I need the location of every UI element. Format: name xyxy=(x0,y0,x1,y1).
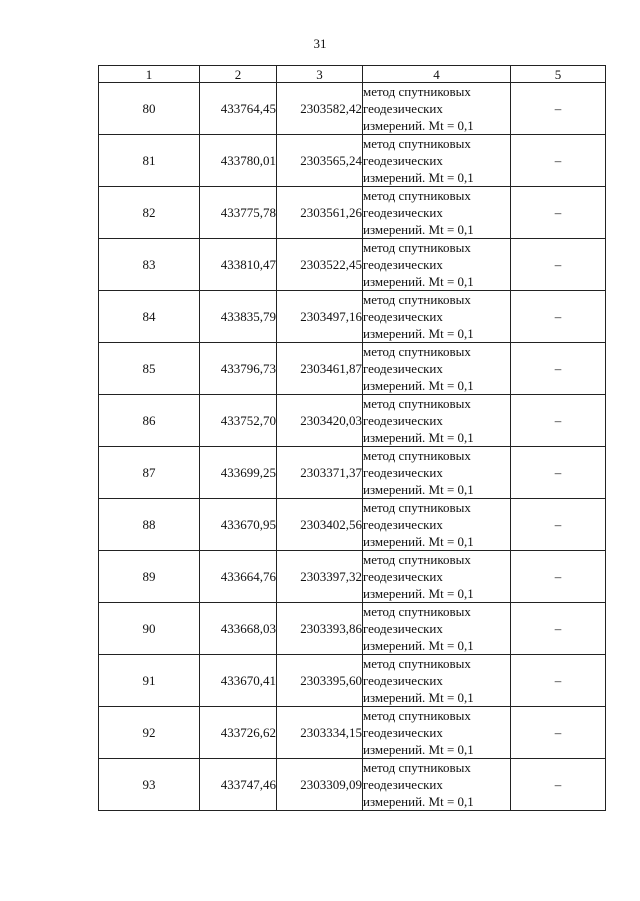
header-row xyxy=(99,66,606,83)
method-line: геодезических xyxy=(363,361,443,376)
table-row xyxy=(99,239,606,291)
point-number-cell: 82 xyxy=(99,187,200,239)
method-line: метод спутниковых xyxy=(363,656,471,671)
x-coordinate-cell: 433668,03 xyxy=(200,603,277,655)
note-cell: – xyxy=(511,655,606,707)
method-line: измерений. Mt = 0,1 xyxy=(363,118,474,133)
table-row xyxy=(99,499,606,551)
point-number-cell: 88 xyxy=(99,499,200,551)
method-line: метод спутниковых xyxy=(363,396,471,411)
method-line: геодезических xyxy=(363,413,443,428)
y-coordinate-cell: 2303582,42 xyxy=(277,83,363,135)
y-coordinate-cell: 2303461,87 xyxy=(277,343,363,395)
table-row xyxy=(99,707,606,759)
method-cell xyxy=(363,551,511,603)
table-row xyxy=(99,603,606,655)
method-line: геодезических xyxy=(363,257,443,272)
table-row xyxy=(99,343,606,395)
method-line: метод спутниковых xyxy=(363,760,471,775)
note-cell: – xyxy=(511,291,606,343)
point-number-cell: 84 xyxy=(99,291,200,343)
x-coordinate-cell: 433752,70 xyxy=(200,395,277,447)
method-line: геодезических xyxy=(363,777,443,792)
x-coordinate-cell: 433780,01 xyxy=(200,135,277,187)
point-number-cell: 93 xyxy=(99,759,200,811)
x-coordinate-cell: 433670,41 xyxy=(200,655,277,707)
point-number-cell: 86 xyxy=(99,395,200,447)
y-coordinate-cell: 2303393,86 xyxy=(277,603,363,655)
note-cell: – xyxy=(511,707,606,759)
method-line: измерений. Mt = 0,1 xyxy=(363,170,474,185)
method-line: геодезических xyxy=(363,517,443,532)
y-coordinate-cell: 2303395,60 xyxy=(277,655,363,707)
method-line: измерений. Mt = 0,1 xyxy=(363,274,474,289)
method-line: метод спутниковых xyxy=(363,240,471,255)
method-cell xyxy=(363,83,511,135)
method-line: измерений. Mt = 0,1 xyxy=(363,794,474,809)
note-cell: – xyxy=(511,447,606,499)
y-coordinate-cell: 2303334,15 xyxy=(277,707,363,759)
point-number-cell: 81 xyxy=(99,135,200,187)
note-cell: – xyxy=(511,759,606,811)
table-row xyxy=(99,135,606,187)
note-cell: – xyxy=(511,395,606,447)
method-line: метод спутниковых xyxy=(363,604,471,619)
method-line: метод спутниковых xyxy=(363,188,471,203)
method-line: геодезических xyxy=(363,673,443,688)
y-coordinate-cell: 2303402,56 xyxy=(277,499,363,551)
method-line: метод спутниковых xyxy=(363,552,471,567)
note-cell: – xyxy=(511,83,606,135)
method-cell xyxy=(363,759,511,811)
method-line: метод спутниковых xyxy=(363,292,471,307)
y-coordinate-cell: 2303561,26 xyxy=(277,187,363,239)
y-coordinate-cell: 2303309,09 xyxy=(277,759,363,811)
y-coordinate-cell: 2303497,16 xyxy=(277,291,363,343)
method-line: геодезических xyxy=(363,621,443,636)
method-cell xyxy=(363,395,511,447)
table-row xyxy=(99,187,606,239)
table-row xyxy=(99,447,606,499)
method-line: измерений. Mt = 0,1 xyxy=(363,534,474,549)
note-cell: – xyxy=(511,187,606,239)
note-cell: – xyxy=(511,499,606,551)
method-line: измерений. Mt = 0,1 xyxy=(363,638,474,653)
method-cell xyxy=(363,187,511,239)
y-coordinate-cell: 2303371,37 xyxy=(277,447,363,499)
method-line: измерений. Mt = 0,1 xyxy=(363,586,474,601)
x-coordinate-cell: 433810,47 xyxy=(200,239,277,291)
method-line: метод спутниковых xyxy=(363,136,471,151)
point-number-cell: 89 xyxy=(99,551,200,603)
x-coordinate-cell: 433726,62 xyxy=(200,707,277,759)
table-row xyxy=(99,291,606,343)
method-cell xyxy=(363,707,511,759)
method-line: измерений. Mt = 0,1 xyxy=(363,690,474,705)
x-coordinate-cell: 433670,95 xyxy=(200,499,277,551)
method-line: геодезических xyxy=(363,725,443,740)
method-line: метод спутниковых xyxy=(363,448,471,463)
x-coordinate-cell: 433775,78 xyxy=(200,187,277,239)
y-coordinate-cell: 2303522,45 xyxy=(277,239,363,291)
note-cell: – xyxy=(511,135,606,187)
method-line: метод спутниковых xyxy=(363,500,471,515)
table-row xyxy=(99,655,606,707)
table-body xyxy=(99,83,606,811)
method-line: измерений. Mt = 0,1 xyxy=(363,430,474,445)
y-coordinate-cell: 2303565,24 xyxy=(277,135,363,187)
point-number-cell: 92 xyxy=(99,707,200,759)
column-header-5: 5 xyxy=(511,66,606,83)
note-cell: – xyxy=(511,343,606,395)
point-number-cell: 85 xyxy=(99,343,200,395)
method-cell xyxy=(363,655,511,707)
method-line: измерений. Mt = 0,1 xyxy=(363,222,474,237)
column-header-3: 3 xyxy=(277,66,363,83)
x-coordinate-cell: 433699,25 xyxy=(200,447,277,499)
method-line: геодезических xyxy=(363,569,443,584)
method-line: геодезических xyxy=(363,205,443,220)
method-line: измерений. Mt = 0,1 xyxy=(363,378,474,393)
method-cell xyxy=(363,135,511,187)
x-coordinate-cell: 433747,46 xyxy=(200,759,277,811)
method-line: метод спутниковых xyxy=(363,344,471,359)
table-header xyxy=(99,66,606,83)
method-cell xyxy=(363,499,511,551)
table-row xyxy=(99,395,606,447)
method-cell xyxy=(363,603,511,655)
table-row xyxy=(99,551,606,603)
method-line: геодезических xyxy=(363,309,443,324)
column-header-4: 4 xyxy=(363,66,511,83)
column-header-1: 1 xyxy=(99,66,200,83)
method-line: геодезических xyxy=(363,465,443,480)
y-coordinate-cell: 2303397,32 xyxy=(277,551,363,603)
method-cell xyxy=(363,291,511,343)
method-line: измерений. Mt = 0,1 xyxy=(363,482,474,497)
x-coordinate-cell: 433835,79 xyxy=(200,291,277,343)
x-coordinate-cell: 433664,76 xyxy=(200,551,277,603)
note-cell: – xyxy=(511,239,606,291)
method-cell xyxy=(363,343,511,395)
point-number-cell: 90 xyxy=(99,603,200,655)
point-number-cell: 91 xyxy=(99,655,200,707)
point-number-cell: 80 xyxy=(99,83,200,135)
x-coordinate-cell: 433764,45 xyxy=(200,83,277,135)
page-number: 31 xyxy=(313,36,327,51)
method-line: измерений. Mt = 0,1 xyxy=(363,326,474,341)
method-line: измерений. Mt = 0,1 xyxy=(363,742,474,757)
method-line: метод спутниковых xyxy=(363,708,471,723)
coordinates-table xyxy=(98,65,606,811)
note-cell: – xyxy=(511,551,606,603)
x-coordinate-cell: 433796,73 xyxy=(200,343,277,395)
table-row xyxy=(99,759,606,811)
note-cell: – xyxy=(511,603,606,655)
column-header-2: 2 xyxy=(200,66,277,83)
method-line: геодезических xyxy=(363,101,443,116)
point-number-cell: 83 xyxy=(99,239,200,291)
method-cell xyxy=(363,447,511,499)
y-coordinate-cell: 2303420,03 xyxy=(277,395,363,447)
method-cell xyxy=(363,239,511,291)
table-row xyxy=(99,83,606,135)
method-line: геодезических xyxy=(363,153,443,168)
point-number-cell: 87 xyxy=(99,447,200,499)
method-line: метод спутниковых xyxy=(363,84,471,99)
